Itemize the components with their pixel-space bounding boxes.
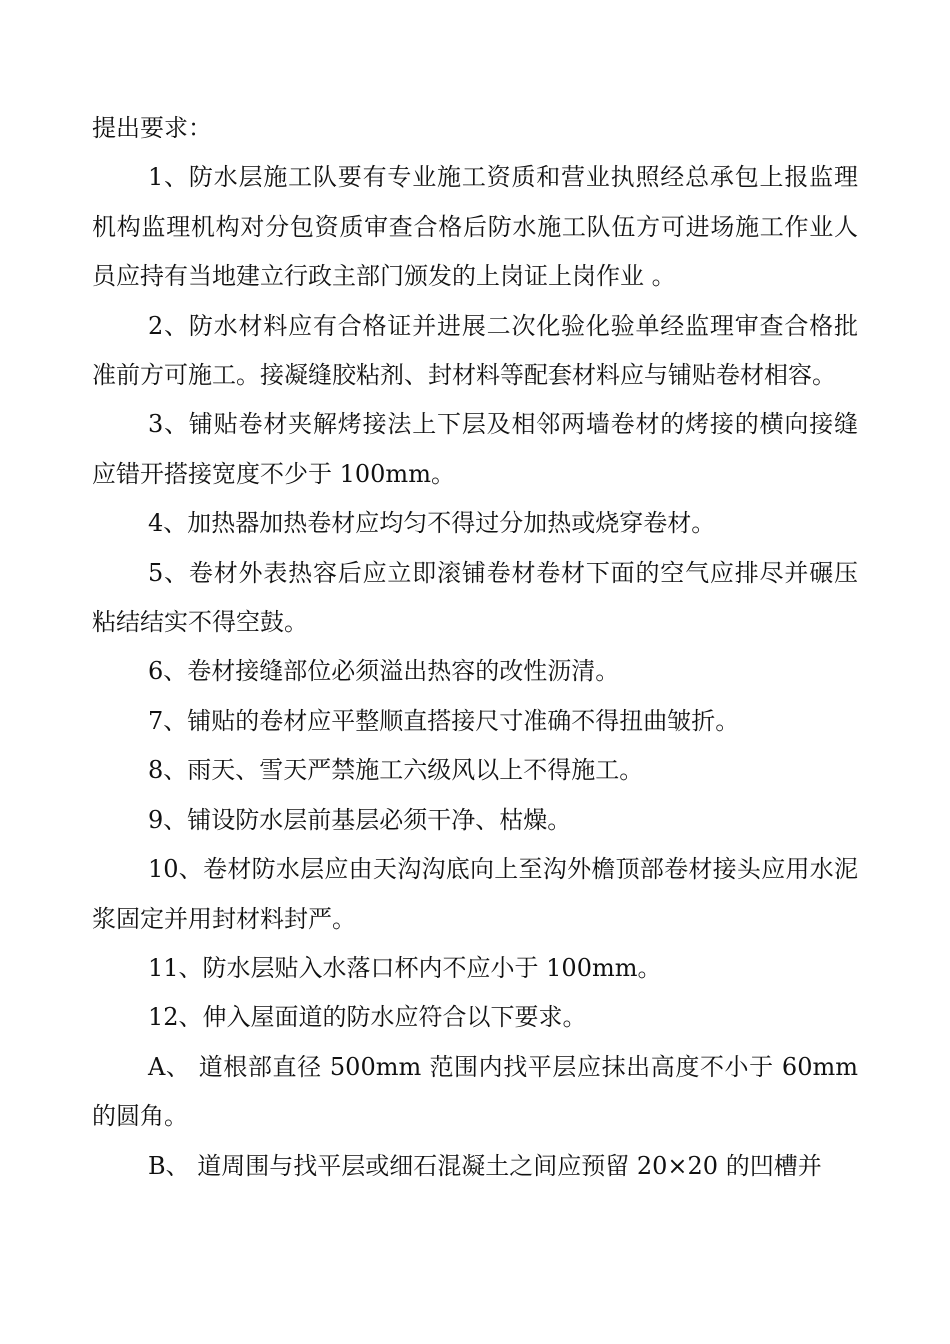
- document-body: [92, 104, 858, 1191]
- paragraph-item-3: 3、铺贴卷材夹解烤接法上下层及相邻两墙卷材的烤接的横向接缝应错开搭接宽度不少于 100mm。: [92, 410, 858, 488]
- paragraph-item-10: 10、卷材防水层应由天沟沟底向上至沟外檐顶部卷材接头应用水泥浆固定并用封材料封严。: [92, 855, 858, 933]
- paragraph-item-6: 6、卷材接缝部位必须溢出热容的改性沥清。: [148, 657, 620, 686]
- paragraph-item-9: 9、铺设防水层前基层必须干净、枯燥。: [148, 805, 572, 834]
- paragraph-subitem-b: B、 道周围与找平层或细石混凝土之间应预留 20×20 的凹槽并: [148, 1151, 822, 1180]
- paragraph-item-4: 4、加热器加热卷材应均匀不得过分加热或烧穿卷材。: [148, 509, 716, 538]
- paragraph-intro: 提出要求：: [92, 114, 212, 142]
- paragraph-subitem-a: A、 道根部直径 500mm 范围内找平层应抹出高度不小于 60mm 的圆角。: [92, 1052, 858, 1131]
- paragraph-item-8: 8、雨天、雪天严禁施工六级风以上不得施工。: [148, 756, 644, 785]
- paragraph-item-12: 12、伸入屋面道的防水应符合以下要求。: [148, 1003, 587, 1032]
- paragraph-item-1: 1、防水层施工队要有专业施工资质和营业执照经总承包上报监理机构监理机构对分包资质审查合格后防水施工队伍方可进场施工作业人员应持有当地建立行政主部门颁发的上岗证上岗作业 。: [92, 163, 858, 291]
- paragraph-item-5: 5、卷材外表热容后应立即滚铺卷材卷材下面的空气应排尽并碾压粘结结实不得空鼓。: [92, 558, 858, 637]
- paragraph-item-7: 7、铺贴的卷材应平整顺直搭接尺寸准确不得扭曲皱折。: [148, 706, 740, 735]
- paragraph-item-11: 11、防水层贴入水落口杯内不应小于 100mm。: [148, 953, 662, 982]
- paragraph-item-2: 2、防水材料应有合格证并进展二次化验化验单经监理审查合格批准前方可施工。接凝缝胶粘剂、封材料等配套材料应与铺贴卷材相容。: [92, 311, 858, 390]
